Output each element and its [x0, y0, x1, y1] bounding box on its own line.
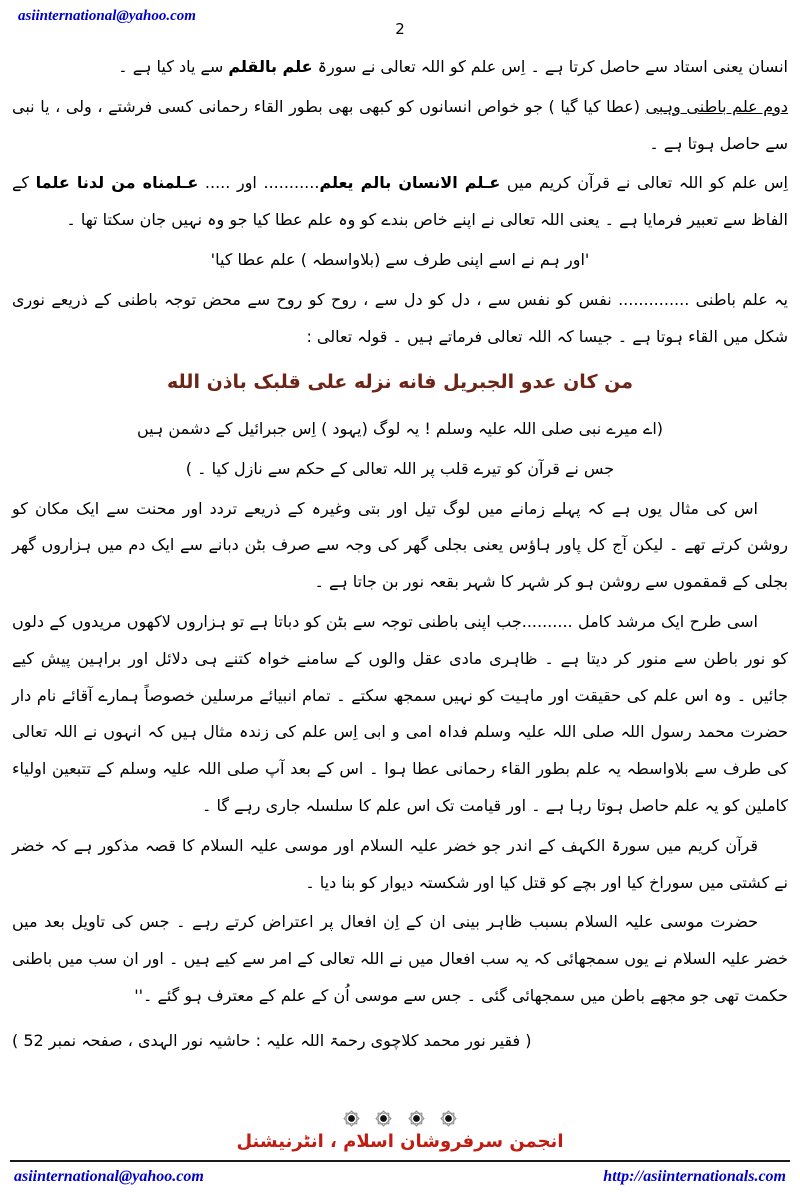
page-number: 2 [395, 20, 405, 38]
document-body [10, 44, 790, 1106]
footer-email-link[interactable]: asiinternational@yahoo.com [14, 1168, 204, 1185]
rub-el-hizb-star-icon [440, 1110, 457, 1127]
arabic-phrase-2: عـلمناه من لدنا علما [35, 173, 199, 193]
organization-title: انجمن سرفروشان اسلام ، انٹرنیشنل [236, 1131, 564, 1152]
footer-url-link[interactable]: http://asiinternationals.com [603, 1168, 786, 1185]
paragraph-text: اِس علم کو اللہ تعالی نے قرآن کریم میں [500, 173, 789, 193]
paragraph-text: سے یاد کیا ہے ۔ [118, 57, 229, 76]
quote-translation-line-1: (اے میرے نبی صلی اللہ علیہ وسلم ! یہ لوگ (یہود ) اِس جبرائیل کے دشمن ہیں [136, 419, 664, 439]
paragraph-surah-kahf: قرآن کریم میں سورۃ الکہف کے اندر جو خضر علیہ السلام اور موسی علیہ السلام کا قصہ مذکور ہے کہ خضر نے کشتی میں سوراخ کیا اور بچے کو قتل کیا اور شکستہ دیوار کو بنا دیا ۔ [12, 835, 788, 892]
paragraph-ilm-batini-wahbi [12, 89, 788, 163]
page-header [10, 6, 790, 44]
paragraph-text: (عطا کیا گیا ) جو خواص انسانوں کو کبھی بھی بطور القاء رحمانی کسی فرشتے ، ولی ، یا نبی سے حاصل ہوتا ہے ۔ [12, 96, 788, 153]
paragraph-text: انسان یعنی استاد سے حاصل کرتا ہے ۔ اِس علم کو اللہ تعالی نے سورۃ [312, 57, 788, 76]
paragraph-musa-khizr: حضرت موسی علیہ السلام بسبب ظاہر بینی ان کے اِن افعال پر اعتراض کرتے رہے ۔ جس کی تاویل بعد میں خضر علیہ السلام نے یوں سمجھائی کہ یہ سب افعال میں نے اللہ تعالی کے امر سے کیے ہیں ۔ اور ان سب میں باطنی حکمت تھی جو مجھے باطن میں سمجھائی گئی ۔ جس سے موسی اُن کے علم کے معترف ہو گئے ۔'' [12, 912, 788, 1006]
header-email-link[interactable]: asiinternational@yahoo.com [18, 8, 196, 24]
paragraph-murshid-kamil: اسی طرح ایک مرشد کامل ..........جب اپنی باطنی توجہ سے بٹن کو دباتا ہے تو ہزاروں لاکھوں مریدوں کے دلوں کو نور باطن سے منور کر دیتا ہے ۔ ظاہری مادی عقل والوں کے سامنے خواہ کتنے ہی دلائل اور براہین پیش کیے جائیں ۔ وہ اس علم کی حقیقت اور ماہیت کو نہیں سمجھ سکتے ۔ تمام انبیائے مرسلین خصوصاً ہمارے آقائے نام دار حضرت محمد رسول اللہ صلی اللہ علیہ وسلم فداہ امی و ابی اِس علم کی زندہ مثال ہیں کہ انہوں نے اللہ تعالی کی طرف سے بلاواسطہ یہ علم بطور القاء رحمانی عطا ہوا ۔ اس کے بعد آپ صلی اللہ علیہ وسلم کے تتبعین اولیاء کاملین کو یہ علم حاصل ہوتا رہا ہے ۔ اور قیامت تک اس علم کا سلسلہ جاری رہے گا ۔ [12, 612, 788, 816]
rub-el-hizb-star-icon [408, 1110, 425, 1127]
arabic-phrase-1: عـلم الانسان بالم يعلم [319, 173, 501, 193]
arabic-quranic-quote: من كان عدو الجبريل فانه نزله علی قلبک باذن الله [167, 371, 633, 394]
ornament-row [10, 1110, 790, 1127]
underlined-phrase: دوم علم باطنی وہبی [645, 96, 788, 116]
quote-translation-line-2: جس نے قرآن کو تیرے قلب پر اللہ تعالی کے حکم سے نازل کیا ۔ ) [185, 458, 615, 478]
footer-divider [10, 1160, 790, 1162]
inline-translation-quote: 'اور ہم نے اسے اپنی طرف سے (بلاواسطہ ) علم عطا کیا' [210, 249, 590, 269]
paragraph-misal-bijli: اس کی مثال یوں ہے کہ پہلے زمانے میں لوگ تیل اور بتی وغیرہ کے ذریعے تردد اور محنت سے ایک مکان کو روشن کرتے تھے ۔ لیکن آج کل پاور ہاؤس یعنی بجلی گھر کی وجہ سے صرف بٹن دبانے سے ایک دم میں ہزاروں گھر بجلی کے قمقموں سے روشن ہو کر شہر کا شہر بقعہ نور بن جاتا ہے ۔ [12, 498, 788, 592]
bold-phrase-ilm-bil-qalam: علم بالقلم [228, 57, 313, 76]
paragraph-ilm-bil-qalam [12, 49, 788, 86]
paragraph-quran-alfaz [12, 165, 788, 239]
paragraph-text: کے الفاظ سے تعبیر فرمایا ہے ۔ یعنی اللہ تعالی نے اپنے خاص بندے کو وہ علم عطا کیا جو وہ نہیں جان سکتا تھا ۔ [12, 173, 788, 230]
page-footer [10, 1106, 790, 1186]
footer-links [10, 1168, 790, 1186]
reference-citation: ( فقیر نور محمد کلاچوی رحمۃ اللہ علیہ : حاشیہ نور الہدی ، صفحہ نمبر 52 ) [12, 1030, 532, 1050]
rub-el-hizb-star-icon [343, 1110, 360, 1127]
paragraph-ilm-batini-ilqa: یہ علم باطنی .............. نفس کو نفس سے ، دل کو دل سے ، روح کو روح سے محض توجہ باطنی کے ذریعے نوری شکل میں القاء ہوتا ہے ۔ جیسا کہ اللہ تعالی فرماتے ہیں ۔ قولہ تعالی : [12, 289, 788, 346]
rub-el-hizb-star-icon [375, 1110, 392, 1127]
dotted-leader: ........... اور ..... [198, 173, 320, 193]
